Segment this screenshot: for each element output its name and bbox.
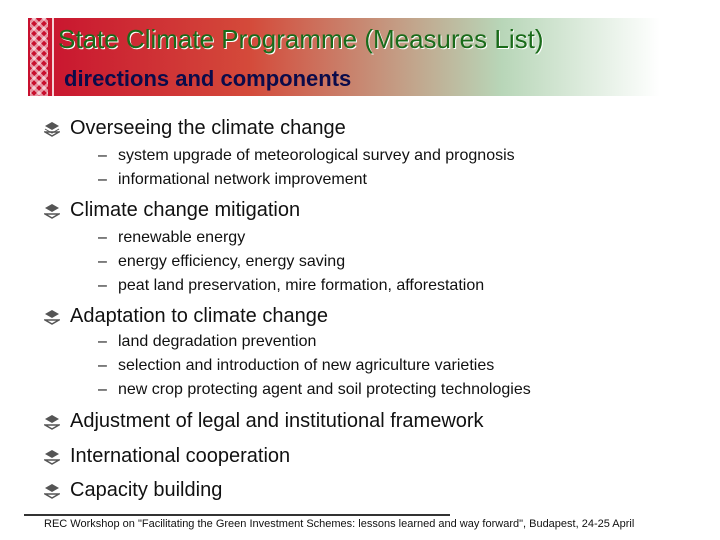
subitem: – selection and introduction of new agriculture varieties <box>98 357 495 374</box>
bullet-label: International cooperation <box>70 445 291 467</box>
ornament-divider <box>52 18 54 96</box>
bullet-label: Climate change mitigation <box>70 199 301 221</box>
bullet-icon <box>44 414 60 430</box>
subitem: – system upgrade of meteorological survey and prognosis <box>98 147 515 164</box>
ornament-stripe-icon <box>30 18 48 96</box>
bullet-icon <box>44 449 60 465</box>
bullet-icon <box>44 203 60 219</box>
footer-text: REC Workshop on "Facilitating the Green Investment Schemes: lessons learned and way forward", Budapest, 24-25 April <box>44 518 635 530</box>
slide-title: State Climate Programme (Measures List) <box>58 24 544 54</box>
bullet-label: Adaptation to climate change <box>70 305 328 327</box>
bullet-label: Capacity building <box>70 479 223 501</box>
slide-subtitle: directions and components <box>64 66 352 91</box>
subitem: – land degradation prevention <box>98 333 317 350</box>
footer-divider <box>24 514 450 516</box>
bullet-label: Adjustment of legal and institutional framework <box>70 410 484 432</box>
bullet-icon <box>44 309 60 325</box>
subitem: – informational network improvement <box>98 171 367 188</box>
subitem: – renewable energy <box>98 229 246 246</box>
subitem: – energy efficiency, energy saving <box>98 253 346 270</box>
subitem: – peat land preservation, mire formation, afforestation <box>98 277 485 294</box>
bullet-icon <box>44 121 60 137</box>
bullet-icon <box>44 483 60 499</box>
bullet-label: Overseeing the climate change <box>70 117 346 139</box>
subitem: – new crop protecting agent and soil protecting technologies <box>98 381 531 398</box>
